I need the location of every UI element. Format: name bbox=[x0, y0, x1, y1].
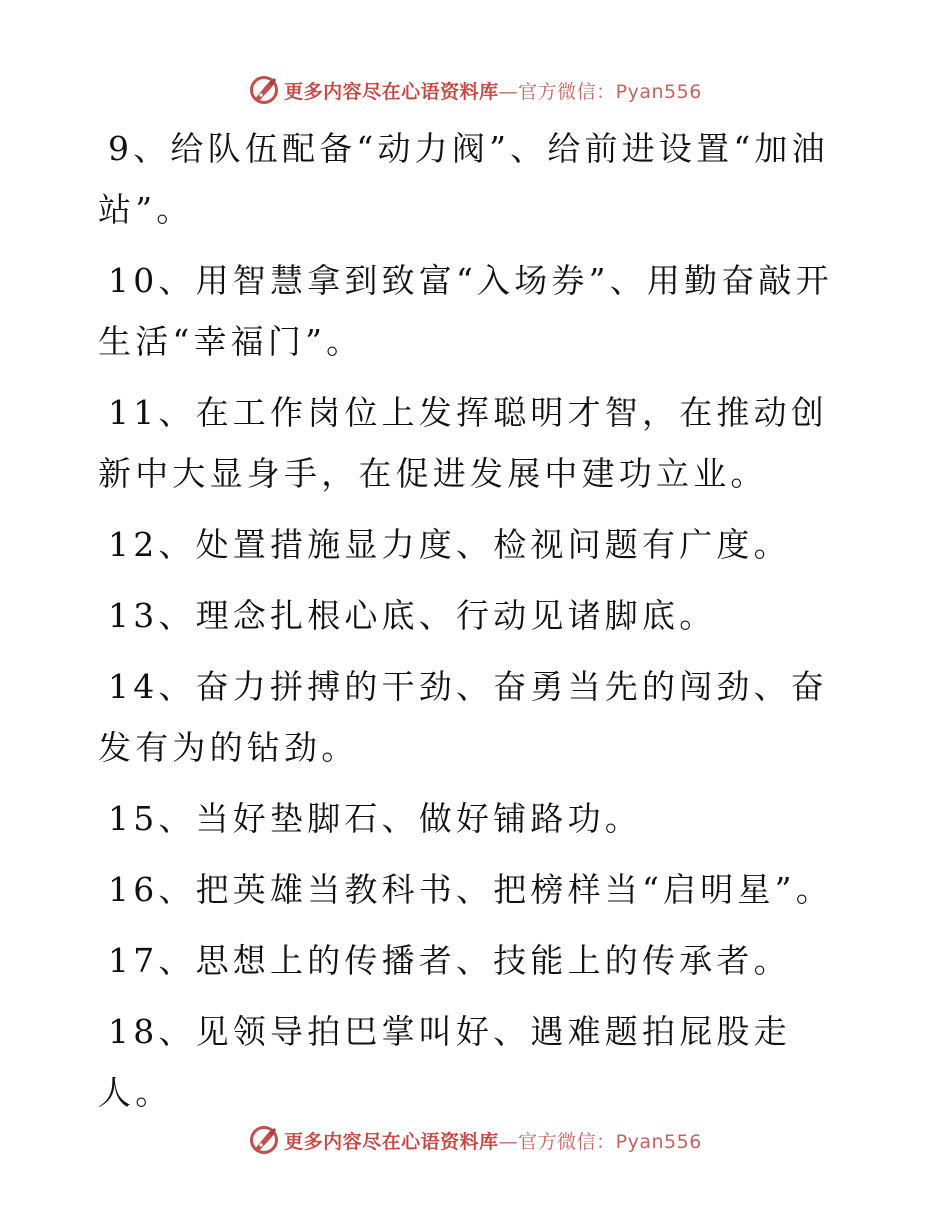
list-item: 18、见领导拍巴掌叫好、遇难题拍屁股走人。 bbox=[98, 1012, 791, 1112]
header-watermark-banner bbox=[0, 70, 950, 110]
document-body bbox=[98, 118, 838, 1133]
list-item: 10、用智慧拿到致富“入场券”、用勤奋敲开生活“幸福门”。 bbox=[98, 261, 833, 361]
list-item: 16、把英雄当教科书、把榜样当“启明星”。 bbox=[108, 870, 833, 909]
list-item: 15、当好垫脚石、做好铺路功。 bbox=[108, 799, 642, 838]
list-item: 9、给队伍配备“动力阀”、给前进设置“加油站”。 bbox=[98, 129, 829, 229]
list-item: 17、思想上的传播者、技能上的传承者。 bbox=[108, 941, 791, 980]
watermark-dash: — bbox=[498, 80, 519, 103]
list-item: 11、在工作岗位上发挥聪明才智，在推动创新中大显身手，在促进发展中建功立业。 bbox=[98, 393, 828, 493]
list-item: 14、奋力拼搏的干劲、奋勇当先的闯劲、奋发有为的钻劲。 bbox=[98, 667, 828, 767]
watermark-contact: 官方微信：Pyan556 bbox=[518, 1130, 702, 1153]
watermark-brand: 更多内容尽在心语资料库 bbox=[284, 1130, 499, 1153]
footer-watermark-banner bbox=[0, 1120, 950, 1160]
list-item: 12、处置措施显力度、检视问题有广度。 bbox=[108, 525, 791, 564]
header-watermark-text bbox=[284, 77, 702, 104]
footer-watermark-text bbox=[284, 1127, 702, 1154]
pen-nib-logo-icon bbox=[248, 74, 280, 106]
watermark-contact: 官方微信：Pyan556 bbox=[518, 80, 702, 103]
watermark-brand: 更多内容尽在心语资料库 bbox=[284, 80, 499, 103]
watermark-dash: — bbox=[498, 1130, 519, 1153]
list-item: 13、理念扎根心底、行动见诸脚底。 bbox=[108, 596, 717, 635]
pen-nib-logo-icon bbox=[248, 1124, 280, 1156]
